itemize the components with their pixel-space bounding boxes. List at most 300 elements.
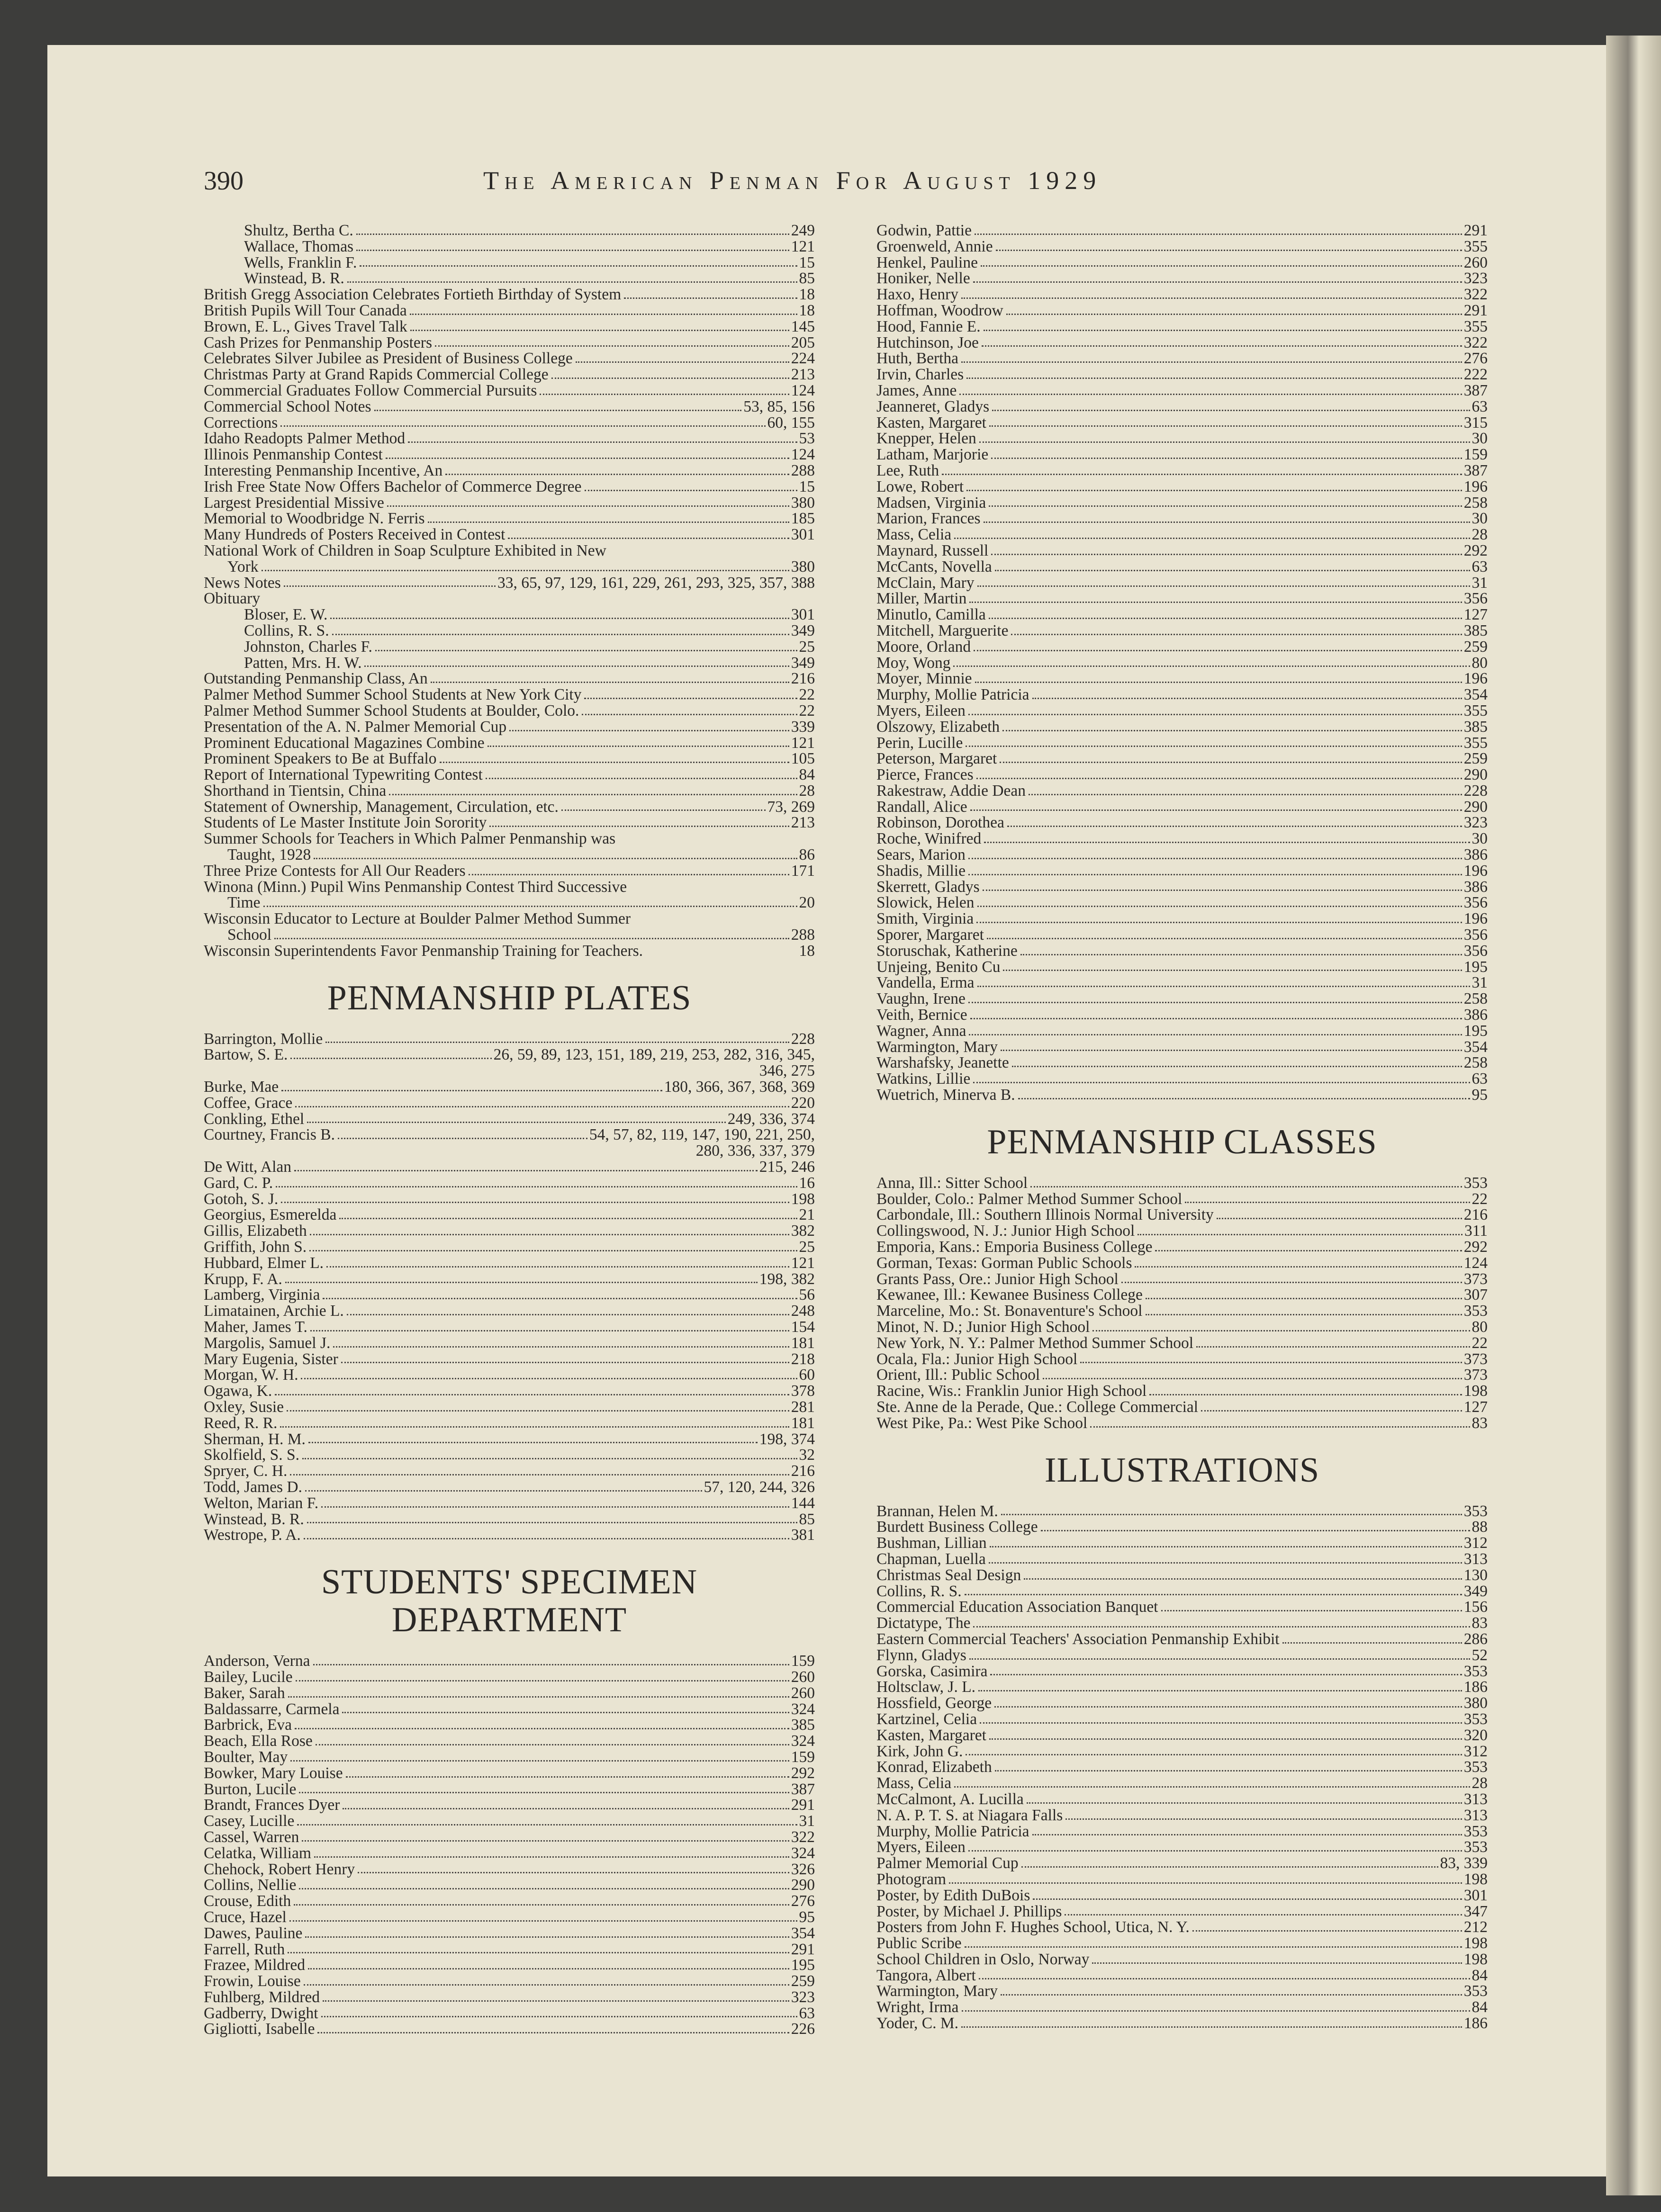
dot-leader — [981, 265, 1462, 267]
index-entry — [876, 1824, 1488, 1840]
dot-leader — [959, 394, 1462, 395]
entry-pages: 95 — [1471, 1086, 1488, 1104]
dot-leader — [965, 1946, 1462, 1948]
entry-pages: 313 — [1463, 1806, 1488, 1824]
index-entry — [876, 511, 1488, 527]
dot-leader — [321, 2016, 797, 2017]
entry-title: Eastern Commercial Teachers' Association Penmanship Exhibit — [876, 1630, 1280, 1648]
entry-pages: 15 — [799, 477, 815, 495]
entry-pages: 292 — [791, 1764, 815, 1782]
entry-title: Barrington, Mollie — [204, 1030, 323, 1048]
index-entry — [876, 399, 1488, 415]
index-entry — [876, 1695, 1488, 1711]
index-entry — [204, 1223, 815, 1239]
dot-leader — [1021, 1866, 1438, 1868]
entry-pages: 22 — [799, 686, 815, 704]
dot-leader — [297, 1824, 797, 1825]
dot-leader — [976, 922, 1462, 923]
dot-leader — [1092, 1962, 1462, 1964]
entry-title: Kartzinel, Celia — [876, 1710, 977, 1728]
dot-leader — [299, 1792, 789, 1793]
entry-pages: 212 — [1463, 1918, 1488, 1936]
entry-title: Many Hundreds of Posters Received in Contest — [204, 526, 506, 544]
index-entry — [876, 1663, 1488, 1680]
index-entry — [204, 270, 815, 287]
index-entry — [876, 1647, 1488, 1663]
entry-pages: 121 — [791, 1254, 815, 1272]
index-entry — [204, 1127, 815, 1143]
entry-title: Marceline, Mo.: St. Bonaventure's School — [876, 1302, 1143, 1320]
dot-leader — [323, 1298, 797, 1299]
entry-pages: 154 — [791, 1318, 815, 1336]
dot-leader — [290, 1474, 789, 1475]
entry-title: Collins, R. S. — [876, 1582, 962, 1600]
index-entry — [204, 1079, 815, 1095]
index-entry — [204, 1303, 815, 1319]
index-entry — [876, 1727, 1488, 1744]
dot-leader — [469, 874, 789, 875]
entry-pages: 354 — [791, 1924, 815, 1942]
entry-pages: 130 — [1463, 1566, 1488, 1584]
dot-leader — [310, 1234, 789, 1235]
entry-title: Wagner, Anna — [876, 1022, 966, 1040]
dot-leader — [942, 474, 1462, 475]
index-entry — [876, 1599, 1488, 1615]
index-entry — [204, 543, 815, 559]
entry-pages: 291 — [1463, 222, 1488, 239]
entry-pages: 213 — [791, 814, 815, 832]
index-entry — [876, 671, 1488, 687]
dot-leader — [341, 1362, 789, 1363]
index-entry — [204, 863, 815, 879]
index-entry — [204, 1909, 815, 1925]
page-number: 390 — [204, 166, 244, 196]
entry-pages: 312 — [1463, 1534, 1488, 1552]
entry-title: Warmington, Mary — [876, 1038, 998, 1056]
entry-title: Smith, Virginia — [876, 910, 974, 928]
index-entry — [876, 1223, 1488, 1239]
entry-title: Courtney, Francis B. — [204, 1126, 335, 1144]
index-entry — [204, 783, 815, 799]
entry-pages: 196 — [1463, 910, 1488, 928]
entry-title: Summer Schools for Teachers in Which Palmer Penmanship was — [204, 830, 616, 848]
index-entry — [204, 1031, 815, 1047]
entry-title: Farrell, Ruth — [204, 1940, 285, 1958]
index-entry — [876, 1503, 1488, 1520]
index-entry — [204, 1399, 815, 1415]
entry-pages: 291 — [1463, 301, 1488, 319]
dot-leader — [975, 682, 1462, 683]
entry-pages: 181 — [791, 1334, 815, 1352]
dot-leader — [996, 250, 1462, 251]
entry-pages: 25 — [799, 638, 815, 656]
index-entry — [876, 1191, 1488, 1207]
entry-pages: 259 — [1463, 638, 1488, 656]
entry-pages: 315 — [1463, 414, 1488, 432]
index-entry — [876, 1207, 1488, 1223]
entry-pages: 324 — [791, 1732, 815, 1750]
entry-pages: 63 — [1471, 397, 1488, 415]
index-entry — [876, 367, 1488, 383]
entry-title: National Work of Children in Soap Sculpture Exhibited in New — [204, 541, 606, 559]
index-entry — [204, 719, 815, 735]
index-entry — [876, 1055, 1488, 1071]
entry-title: York — [227, 557, 259, 575]
entry-title: James, Anne — [876, 381, 957, 399]
dot-leader — [966, 378, 1462, 379]
entry-pages: 15 — [799, 253, 815, 271]
entry-pages: 198 — [1463, 1934, 1488, 1952]
index-entry — [876, 1759, 1488, 1775]
dot-leader — [333, 1346, 789, 1348]
entry-title: Todd, James D. — [204, 1478, 302, 1496]
entry-pages: 226 — [791, 2020, 815, 2038]
entry-pages: 259 — [791, 1972, 815, 1990]
entry-title: Vaughn, Irene — [876, 990, 966, 1008]
dot-leader — [428, 522, 789, 523]
entry-pages: 63 — [1471, 1070, 1488, 1088]
dot-leader — [991, 458, 1462, 459]
entry-pages: 22 — [1471, 1190, 1488, 1208]
entry-pages: 248 — [791, 1302, 815, 1320]
entry-pages: 322 — [1463, 286, 1488, 304]
entry-pages: 347 — [1463, 1902, 1488, 1920]
dot-leader — [284, 585, 496, 587]
entry-pages: 156 — [1463, 1598, 1488, 1616]
entry-pages: 355 — [1463, 317, 1488, 335]
dot-leader — [965, 1594, 1462, 1595]
entry-pages: 356 — [1463, 590, 1488, 608]
dot-leader — [317, 2032, 789, 2033]
dot-leader — [1121, 1282, 1462, 1283]
dot-leader — [508, 538, 789, 539]
index-entry — [204, 2021, 815, 2037]
entry-pages: 85 — [799, 270, 815, 288]
index-entry — [204, 351, 815, 367]
entry-title: British Pupils Will Tour Canada — [204, 301, 407, 319]
entry-title: Pierce, Frances — [876, 766, 974, 784]
entry-pages: 52 — [1471, 1646, 1488, 1664]
entry-title: Kasten, Margaret — [876, 1726, 986, 1744]
index-entry — [204, 1383, 815, 1399]
entry-pages: 313 — [1463, 1790, 1488, 1808]
index-entry — [876, 1535, 1488, 1551]
entry-title: Perin, Lucille — [876, 734, 963, 752]
entry-title: Margolis, Samuel J. — [204, 1334, 331, 1352]
index-entry — [204, 1287, 815, 1303]
entry-pages: 53, 85, 156 — [743, 397, 815, 415]
index-entry — [204, 895, 815, 911]
dot-leader — [983, 890, 1462, 891]
entry-pages: 259 — [1463, 750, 1488, 768]
entry-pages: 323 — [791, 1988, 815, 2006]
entry-pages: 56 — [799, 1286, 815, 1304]
entry-title: Frowin, Louise — [204, 1972, 301, 1990]
entry-pages: 85 — [799, 1510, 815, 1528]
entry-title: News Notes — [204, 574, 281, 592]
index-entry — [204, 1797, 815, 1813]
entry-pages: 290 — [1463, 766, 1488, 784]
dot-leader — [1217, 1218, 1462, 1219]
entry-title: Sporer, Margaret — [876, 926, 984, 944]
entry-pages: 258 — [1463, 1054, 1488, 1072]
entry-title: Mass, Celia — [876, 1774, 952, 1792]
entry-pages: 121 — [791, 237, 815, 255]
index-entry — [204, 591, 815, 607]
dot-leader — [305, 1490, 702, 1492]
dot-leader — [1012, 1066, 1462, 1067]
entry-pages: 186 — [1463, 2014, 1488, 2032]
entry-pages: 353 — [1463, 1662, 1488, 1680]
dot-leader — [968, 858, 1462, 859]
entry-title: Ogawa, K. — [204, 1382, 272, 1400]
index-entry — [204, 239, 815, 255]
dot-leader — [968, 874, 1462, 875]
entry-pages: 124 — [791, 446, 815, 464]
entry-pages: 195 — [1463, 958, 1488, 976]
dot-leader — [316, 1744, 789, 1745]
entry-pages: 292 — [1463, 541, 1488, 559]
left-column — [204, 223, 815, 2037]
entry-title: Johnston, Charles F. — [244, 638, 372, 656]
entry-title: Gard, C. P. — [204, 1174, 273, 1192]
index-entry — [876, 1367, 1488, 1383]
entry-pages: 385 — [1463, 621, 1488, 639]
entry-title: Huth, Bertha — [876, 350, 959, 368]
entry-title: Rakestraw, Addie Dean — [876, 782, 1026, 800]
index-entry — [876, 223, 1488, 239]
dot-leader — [1000, 762, 1462, 763]
entry-pages: 185 — [791, 510, 815, 528]
entry-pages: 249 — [791, 222, 815, 239]
entry-pages: 63 — [799, 2004, 815, 2022]
index-entry — [876, 1351, 1488, 1367]
index-entry — [876, 1303, 1488, 1319]
entry-title: Cassel, Warren — [204, 1828, 299, 1846]
entry-pages: 380 — [791, 494, 815, 512]
entry-pages: 84 — [1471, 1966, 1488, 1984]
right-column — [876, 223, 1488, 2032]
entry-title: Racine, Wis.: Franklin Junior High School — [876, 1382, 1147, 1400]
entry-title: Wisconsin Superintendents Favor Penmanship Training for Teachers. — [204, 942, 643, 960]
entry-title: McCalmont, A. Lucilla — [876, 1790, 1024, 1808]
entry-pages: 354 — [1463, 1038, 1488, 1056]
entry-title: Illinois Penmanship Contest — [204, 446, 383, 464]
dot-leader — [1006, 314, 1462, 315]
entry-pages: 73, 269 — [767, 798, 815, 816]
index-entry — [876, 1983, 1488, 1999]
dot-leader — [435, 345, 789, 347]
index-entry — [204, 1669, 815, 1685]
entry-title: De Witt, Alan — [204, 1158, 292, 1176]
entry-title: Hubbard, Elmer L. — [204, 1254, 324, 1272]
entry-pages: 30 — [1471, 830, 1488, 848]
index-entry — [876, 559, 1488, 575]
index-entry — [204, 1495, 815, 1511]
index-entry — [204, 1989, 815, 2005]
entry-pages: 196 — [1463, 862, 1488, 880]
entry-title: Lee, Ruth — [876, 461, 939, 479]
entry-pages: 181 — [791, 1414, 815, 1432]
index-entry — [204, 1207, 815, 1223]
index-entry — [204, 1701, 815, 1717]
dot-leader — [975, 234, 1462, 235]
entry-pages: 196 — [1463, 670, 1488, 688]
index-entry — [204, 687, 815, 703]
dot-leader — [1032, 698, 1462, 699]
entry-pages: 216 — [791, 1462, 815, 1480]
entry-pages: 387 — [791, 1780, 815, 1798]
entry-pages: 53 — [799, 430, 815, 448]
entry-pages: 195 — [1463, 1022, 1488, 1040]
students-specimen-list-left — [204, 1653, 815, 2037]
dot-leader — [307, 1522, 797, 1523]
dot-leader — [973, 1626, 1470, 1628]
index-entry — [204, 1957, 815, 1973]
entry-pages: 258 — [1463, 494, 1488, 512]
dot-leader — [1092, 1330, 1470, 1331]
index-entry — [204, 1159, 815, 1175]
entry-title: Wallace, Thomas — [244, 237, 354, 255]
index-entry — [876, 815, 1488, 831]
penmanship-plates-list — [204, 1031, 815, 1544]
entry-title: Hossfield, George — [876, 1694, 992, 1712]
entry-pages: 322 — [1463, 333, 1488, 351]
entry-title: Chehock, Robert Henry — [204, 1860, 355, 1878]
entry-pages: 95 — [799, 1908, 815, 1926]
entry-title: British Gregg Association Celebrates Fortieth Birthday of System — [204, 286, 622, 304]
index-entry — [204, 479, 815, 495]
entry-title: Celatka, William — [204, 1844, 311, 1862]
dot-leader — [973, 1082, 1470, 1083]
entry-title: Welton, Marian F. — [204, 1494, 319, 1512]
entry-title: Largest Presidential Missive — [204, 494, 384, 512]
entry-title: Burton, Lucile — [204, 1780, 297, 1798]
entry-title: Obituary — [204, 590, 261, 608]
entry-title: Maher, James T. — [204, 1318, 307, 1336]
index-entry — [204, 223, 815, 239]
entry-title: Kasten, Margaret — [876, 414, 986, 432]
entry-title: Irish Free State Now Offers Bachelor of Commerce Degree — [204, 477, 582, 495]
dot-leader — [969, 602, 1462, 603]
general-index-list — [204, 223, 815, 959]
entry-pages: 198 — [1463, 1382, 1488, 1400]
penmanship-classes-heading: PENMANSHIP CLASSES — [987, 1122, 1377, 1161]
entry-pages: 26, 59, 89, 123, 151, 189, 219, 253, 282, 316, 345, — [493, 1046, 815, 1064]
entry-pages: 159 — [791, 1652, 815, 1670]
index-entry — [876, 1071, 1488, 1087]
dot-leader — [308, 1442, 758, 1443]
index-entry — [876, 639, 1488, 655]
entry-title: Emporia, Kans.: Emporia Business College — [876, 1238, 1153, 1256]
index-entry — [204, 575, 815, 591]
dot-leader — [280, 1426, 789, 1428]
entry-title: Hutchinson, Joe — [876, 333, 979, 351]
entry-title: Ste. Anne de la Perade, Que.: College Commercial — [876, 1398, 1199, 1416]
index-entry — [204, 623, 815, 639]
dot-leader — [288, 1952, 789, 1953]
entry-pages: 198 — [791, 1190, 815, 1208]
index-entry — [876, 1519, 1488, 1535]
entry-title: Sherman, H. M. — [204, 1430, 306, 1448]
entry-pages: 213 — [791, 366, 815, 384]
dot-leader — [431, 682, 789, 683]
entry-pages: 385 — [791, 1716, 815, 1734]
entry-title: Randall, Alice — [876, 798, 967, 816]
dot-leader — [489, 826, 789, 827]
dot-leader — [584, 698, 797, 699]
entry-title: Commercial Education Association Banquet — [876, 1598, 1158, 1616]
entry-title: Presentation of the A. N. Palmer Memorial Cup — [204, 718, 507, 736]
entry-pages: 198 — [1463, 1870, 1488, 1888]
index-entry — [876, 1679, 1488, 1695]
index-entry — [876, 1775, 1488, 1791]
entry-title: Ocala, Fla.: Junior High School — [876, 1350, 1078, 1368]
dot-leader — [968, 1002, 1462, 1003]
entry-title: Slowick, Helen — [876, 894, 975, 912]
entry-pages: 355 — [1463, 237, 1488, 255]
dot-leader — [1030, 1186, 1462, 1187]
dot-leader — [487, 746, 789, 747]
index-entry — [876, 575, 1488, 591]
dot-leader — [561, 809, 766, 811]
index-entry — [204, 1749, 815, 1765]
entry-pages: 292 — [1463, 1238, 1488, 1256]
entry-title: Prominent Educational Magazines Combine — [204, 734, 485, 752]
index-entry — [204, 1813, 815, 1829]
dot-leader — [410, 314, 797, 315]
index-entry — [204, 911, 815, 927]
dot-leader — [262, 570, 789, 571]
entry-title: Tangora, Albert — [876, 1966, 976, 1984]
entry-title: Memorial to Woodbridge N. Ferris — [204, 510, 425, 528]
entry-pages: 216 — [791, 670, 815, 688]
dot-leader — [290, 1058, 491, 1059]
index-entry — [204, 1351, 815, 1367]
entry-title: Vandella, Erma — [876, 974, 975, 992]
entry-pages: 28 — [799, 782, 815, 800]
entry-title: Interesting Penmanship Incentive, An — [204, 461, 443, 479]
entry-title: Winstead, B. R. — [204, 1510, 304, 1528]
index-entry — [204, 431, 815, 447]
entry-title: Konrad, Elizabeth — [876, 1758, 992, 1776]
dot-leader — [990, 1674, 1462, 1675]
entry-title: Baker, Sarah — [204, 1684, 285, 1702]
index-entry — [876, 751, 1488, 767]
dot-leader — [1029, 794, 1462, 795]
index-entry — [876, 895, 1488, 911]
entry-pages: 33, 65, 97, 129, 161, 229, 261, 293, 325, 357, 388 — [497, 574, 815, 592]
entry-pages: 356 — [1463, 926, 1488, 944]
entry-pages: 28 — [1471, 526, 1488, 544]
entry-pages: 31 — [799, 1812, 815, 1830]
entry-pages: 124 — [791, 381, 815, 399]
entry-pages: 83 — [1471, 1614, 1488, 1632]
index-entry — [876, 943, 1488, 959]
dot-leader — [289, 1920, 797, 1922]
entry-pages: 353 — [1463, 1758, 1488, 1776]
dot-leader — [1003, 970, 1462, 971]
entry-title: Veith, Bernice — [876, 1006, 967, 1024]
entry-title: Warmington, Mary — [876, 1982, 998, 2000]
index-entry — [204, 1717, 815, 1733]
entry-pages: 20 — [799, 894, 815, 912]
entry-title: Skolfield, S. S. — [204, 1446, 299, 1464]
dot-leader — [280, 425, 765, 427]
entry-title: Miller, Martin — [876, 590, 967, 608]
dot-leader — [364, 665, 789, 667]
dot-leader — [624, 297, 797, 299]
